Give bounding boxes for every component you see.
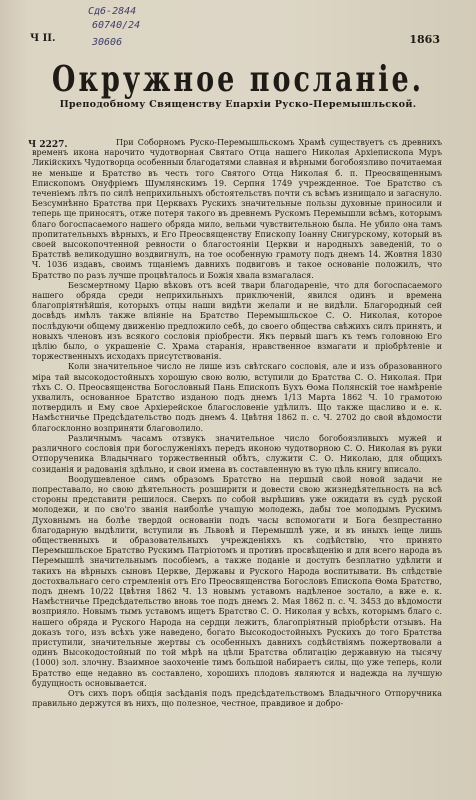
issue-number: Ч II.: [30, 33, 56, 44]
document-body: [32, 137, 442, 797]
paragraph-6: Отъ сихъ поръ общія засѣданія подъ предсѣдательствомъ Владычного Отпоручника правильно держутся въ нихъ, що полезное, честное, правдивое и добро-: [32, 687, 442, 709]
paragraph-3: Коли значительное число не лише изъ свѣтскаго сословія, але и изъ образованного міра тай высокодостойныхъ хорошую свою волю, вступили до Братства С. О. Николая. При тѣхъ С. О. Преосвященства Богословный Пань Епископъ Бухъ Ѳома Полянскій тое намѣреніе ухвалилъ, основанное Братство изданою подъ днемъ 1/13 Марта 1862 Ч. 10 грамотою потвердилъ и Ему свое Архіерейское благословеніе удѣлилъ. Що также щасливо и е. к. Намѣстничье Предсѣдательство подъ днемъ 4. Цвѣтня 1862 п. с. Ч. 2702 до свой вѣдомости благосклонно возприняти благоволило.: [32, 361, 442, 433]
page-subtitle: Преподобному Священству Епархіи Руско-Перемышльской.: [59, 99, 417, 110]
paragraph-1: При Соборномъ Руско-Перемышльскомъ Храмѣ существуетъ съ древнихъ временъ икона нарочито чудотворная Святаго Отца нашего Николая Архіепископа Муръ Ликійскихъ Чудотворца особенныи благодатями славная и вѣрными богобоязливо почитаемая не меньше и Братство въ честь того Святого Отца Николая б. п. Преосвященнымъ Епископомъ Онуфріемъ Шумлянскимъ 19. Серпня 1749 учрежденное. Тое Братство съ теченіемъ лѣтъ по силѣ неприхильныхъ обстоятельствъ почти съ всѣмъ изнищало и загаснуло. Безсумнѣнно Братства при Церквахъ Рускихъ значительные пользы духовные приносили и теперь ще приносятъ, отже потеря такого въ древнемъ Рускомъ Перемышли всѣмъ, которымъ благо богоспасаемого нашего обряда мило, вельми чувствительною была. Не убило она тамъ пропитательныхъ вѣрныхъ, и Его Преосвященству Епископу Іоанну Снигурскому, который въ своей высокопочтенной ревности о благостояніи Церкви и народныхъ заведеній, то о Братствѣ великодушно воздвигнулъ, на тое особенную грамоту подъ днемъ 14. Жовтня 1830 Ч. 1036 издавъ, своимъ тщаніемъ давнихъ подвиговъ и такое основаніе положилъ, что Братство по разъ лучше процвѣталось и Божія хвала взмагалася.: [32, 137, 442, 280]
paragraph-2: Безсмертному Царю вѣковъ отъ всей твари благодареніе, что для богоспасаемого нашего обряда среди неприхильныхъ приключеній, явился одинъ и времена благопріятнѣйшія, которыхъ отцы наши видѣти желали и не видѣли. Благородный сей досвѣдъ имѣлъ также вліяніе на Братство Перемышльское С. О. Николая, которое послѣдуючи общему движенію предложило себѣ, до своего общества свѣжихъ силъ принять, и новыхъ членовъ изъ всякого сословія пріобрести. Якъ первый шагъ къ темъ головною Его цѣлію было, о украшеніе С. Храма старанія, нравственное взмагати и пріобрѣтеніе и торжественныхъ исходахъ присутствованія.: [32, 279, 442, 362]
paragraph-5: Воодушевленое симъ образомъ Братство на першый свой новой задачи не попреставало, но свою дѣятельность розширити и довести свою жизнедѣятельность на всѣ стороны представити решилося. Сверхъ по собой вырѣшивъ уже ожидати въ судѣ руской молодежи, и по сво'го званія наиболѣе учащую молодежь, дабы тое молодымъ Рускимъ Духовнымъ на болѣе твердой основаніи подъ часы вспомогати и Бога безпрестанно благодарную выдѣлити, вступили въ Львовѣ и Перемышлѣ уже, и въ иныхъ іеще лишь общественныхъ и образовательныхъ учрежденіяхъ къ содѣйствію, что принято Перемышльское Братство Рускимъ Патріотомъ и противъ просвѣщенію и для всего народа въ Перемышлѣ значительнымъ пособіемъ, а также поданіе и доступъ безплатно удѣлити и такихъ на вѣрныхъ сыновъ Церкве, Державы и Руского Народа воспитывати. Въ слѣдствіе достохвальнаго сего стремленія отъ Его Преосвященства Богословъ Епископа Ѳома Братство, подъ днемъ 10/22 Цвѣтня 1862 Ч. 13 новымъ уставомъ надѣленое зостало, а вже е. к. Намѣстничье Предсѣдательство вновь тое подъ днемъ 2. Мая 1862 п. с. Ч. 3453 до вѣдомости возприяло. Новымъ тымъ уставомъ ищетъ Братство С. О. Николая у всѣхъ, которымъ благо с. нашего обряда и Руского Народа на сердци лежитъ, благопріятный пріобрѣсти отзывъ. На доказъ того, изъ всѣхъ уже наведено, богато Высокодостойныхъ Рускихъ до того Братства приступили, значительные жертвы съ особенныхъ давнихъ содѣйствіямъ пожертвовали а одинъ Высокодостойный по той мѣрѣ на цѣли Братства облигацію державную на тысячу (1000) зол. злочну. Взаимное заохоченіе тимъ большой набираетъ силы, що уже теперь, коли Братство еще недавно въ составлено, хорошихъ плодовъ являются и надежда на лучшую будущность основывается.: [32, 473, 442, 688]
handwritten-note-2: 60740/24: [92, 20, 141, 31]
paragraph-4: Различнымъ часамъ отзвукъ значительное число богобоязливыхъ мужей и различного сословія при богослуженіяхъ передъ иконою чудотворною С. О. Николая въ руки Отпорученика Владычнаго торжественный обѣтъ, служити С. О. Николаю, для общихъ созиданія и радованія здѣльно, и свои имена въ составленную въ тую цѣль книгу вписало.: [32, 432, 442, 474]
document-number: Ч 2227.: [28, 140, 68, 150]
handwritten-note-3: 30606: [92, 37, 123, 48]
handwritten-note-1: Сд6-2844: [88, 6, 137, 17]
page-title: Окружное посланіе.: [51, 60, 425, 101]
year: 1863: [409, 33, 440, 46]
